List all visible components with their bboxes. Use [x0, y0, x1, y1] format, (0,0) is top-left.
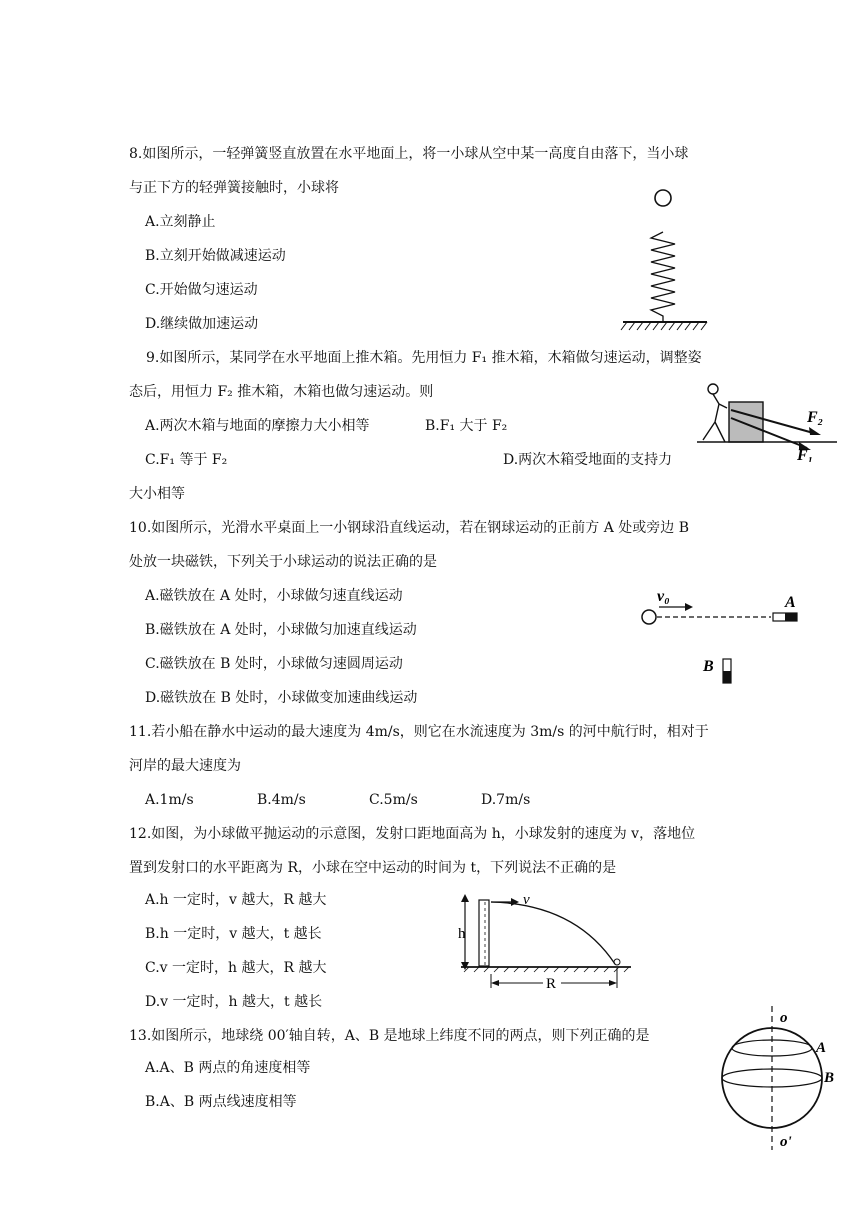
q11-option-d: D.7m/s — [481, 792, 531, 808]
label-o: o — [780, 1010, 788, 1026]
trajectory-curve — [491, 902, 615, 964]
q10-stem-line2: 处放一块磁铁，下列关于小球运动的说法正确的是 — [129, 554, 437, 570]
person-body — [703, 394, 727, 442]
ground-hatching — [621, 322, 707, 330]
launcher-tube — [479, 900, 489, 966]
q13-option-a: A.A、B 两点的角速度相等 — [145, 1060, 311, 1076]
q12-option-b: B.h 一定时，v 越大，t 越长 — [145, 926, 322, 942]
q9-option-b: B.F₁ 大于 F₂ — [425, 418, 508, 434]
label-b: B — [824, 1070, 835, 1086]
spring-ball-figure — [615, 182, 715, 334]
q11-stem-line1: 11.若小船在静水中运动的最大速度为 4m/s，则它在水流速度为 3m/s 的河中航行时，相对于 — [129, 724, 709, 740]
q8-option-d: D.继续做加速运动 — [145, 316, 259, 332]
projectile-figure — [455, 888, 635, 992]
label-h: h — [458, 926, 466, 942]
q8-option-a: A.立刻静止 — [145, 214, 216, 230]
q11-option-b: B.4m/s — [257, 792, 306, 808]
q11-stem-line2: 河岸的最大速度为 — [129, 758, 241, 774]
q10-option-b: B.磁铁放在 A 处时，小球做匀加速直线运动 — [145, 622, 417, 638]
q13-stem-line1: 13.如图所示，地球绕 00′轴自转，A、B 是地球上纬度不同的两点，则下列正确的是 — [129, 1028, 650, 1044]
q10-stem-line1: 10.如图所示，光滑水平桌面上一小钢球沿直线运动，若在钢球运动的正前方 A 处或旁边 B — [129, 520, 690, 536]
label-f1: F₁ — [797, 447, 814, 462]
label-a: A — [816, 1040, 827, 1056]
q12-option-a: A.h 一定时，v 越大，R 越大 — [145, 892, 327, 908]
q11-option-a: A.1m/s — [145, 792, 194, 808]
q12-option-c: C.v 一定时，h 越大，R 越大 — [145, 960, 327, 976]
q8-stem-line1: 8.如图所示，一轻弹簧竖直放置在水平地面上，将一小球从空中某一高度自由落下，当小球 — [129, 146, 689, 162]
q8-option-c: C.开始做匀速运动 — [145, 282, 258, 298]
q11-option-c: C.5m/s — [369, 792, 418, 808]
label-o-prime: o' — [780, 1134, 792, 1150]
push-box-figure — [697, 380, 837, 462]
q9-option-c: C.F₁ 等于 F₂ — [145, 452, 228, 468]
wooden-box — [729, 402, 763, 442]
label-f2: F₂ — [807, 409, 824, 426]
person-head — [708, 384, 718, 394]
q8-stem-line2: 与正下方的轻弹簧接触时，小球将 — [129, 180, 339, 196]
q9-stem-line1: 9.如图所示，某同学在水平地面上推木箱。先用恒力 F₁ 推木箱，木箱做匀速运动，调整姿 — [146, 350, 702, 366]
ball-shape — [655, 190, 671, 206]
label-a: A — [785, 594, 796, 611]
earth-rotation-figure — [718, 1004, 842, 1152]
steel-ball — [642, 610, 656, 624]
label-r: R — [546, 976, 557, 992]
q12-option-d: D.v 一定时，h 越大，t 越长 — [145, 994, 323, 1010]
q9-option-a: A.两次木箱与地面的摩擦力大小相等 — [145, 418, 370, 434]
label-v0: v₀ — [657, 588, 670, 605]
label-v: v — [523, 892, 530, 908]
q10-option-a: A.磁铁放在 A 处时，小球做匀速直线运动 — [145, 588, 403, 604]
q12-stem-line1: 12.如图，为小球做平抛运动的示意图，发射口距地面高为 h，小球发射的速度为 v，落地位 — [129, 826, 696, 842]
label-b: B — [703, 658, 714, 675]
magnet-ball-figure — [635, 585, 835, 695]
q10-option-c: C.磁铁放在 B 处时，小球做匀速圆周运动 — [145, 656, 403, 672]
q9-option-d: D.两次木箱受地面的支持力 — [503, 452, 673, 468]
q8-option-b: B.立刻开始做减速运动 — [145, 248, 286, 264]
q9-option-d-continued: 大小相等 — [129, 486, 185, 502]
q12-stem-line2: 置到发射口的水平距离为 R，小球在空中运动的时间为 t，下列说法不正确的是 — [129, 860, 617, 876]
spring-coil — [651, 232, 675, 321]
q10-option-d: D.磁铁放在 B 处时，小球做变加速曲线运动 — [145, 690, 418, 706]
q13-option-b: B.A、B 两点线速度相等 — [145, 1094, 297, 1110]
q9-stem-line2: 态后，用恒力 F₂ 推木箱，木箱也做匀速运动。则 — [129, 384, 434, 400]
